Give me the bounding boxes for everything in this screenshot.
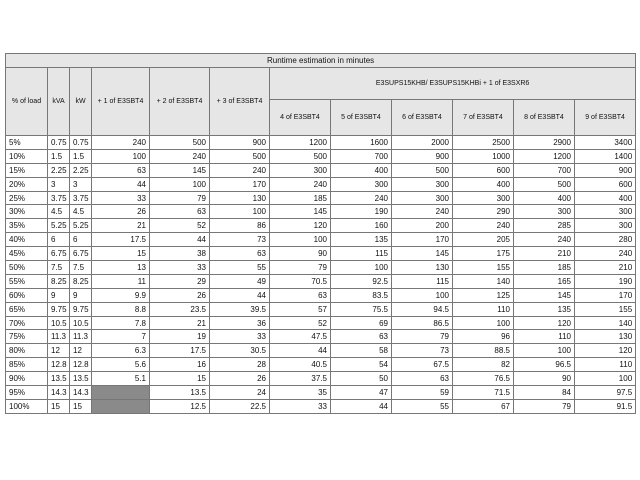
cell-runtime: 12.5 bbox=[150, 399, 210, 413]
header-sub-9: 9 of E3SBT4 bbox=[575, 100, 636, 136]
cell-load: 90% bbox=[6, 372, 48, 386]
table-body bbox=[6, 136, 636, 414]
cell-runtime: 63 bbox=[92, 163, 150, 177]
cell-runtime: 400 bbox=[331, 163, 392, 177]
cell-runtime: 44 bbox=[150, 233, 210, 247]
table-row bbox=[6, 274, 636, 288]
table-row bbox=[6, 344, 636, 358]
cell-load: 55% bbox=[6, 274, 48, 288]
cell-runtime: 100 bbox=[150, 177, 210, 191]
cell-runtime: 130 bbox=[575, 330, 636, 344]
header-kva: kVA bbox=[48, 68, 70, 136]
cell-runtime: 7.8 bbox=[92, 316, 150, 330]
cell-runtime: 91.5 bbox=[575, 399, 636, 413]
cell-runtime: 6.3 bbox=[92, 344, 150, 358]
cell-runtime: 16 bbox=[150, 358, 210, 372]
cell-runtime: 140 bbox=[575, 316, 636, 330]
cell-kw: 6.75 bbox=[70, 247, 92, 261]
cell-runtime: 58 bbox=[331, 344, 392, 358]
cell-runtime: 3400 bbox=[575, 136, 636, 150]
cell-runtime: 33 bbox=[150, 261, 210, 275]
header-sub-6: 6 of E3SBT4 bbox=[392, 100, 453, 136]
cell-kw: 7.5 bbox=[70, 261, 92, 275]
cell-runtime: 90 bbox=[514, 372, 575, 386]
cell-runtime: 145 bbox=[514, 288, 575, 302]
cell-runtime: 44 bbox=[210, 288, 270, 302]
cell-load: 50% bbox=[6, 261, 48, 275]
cell-runtime: 900 bbox=[575, 163, 636, 177]
cell-runtime: 300 bbox=[392, 191, 453, 205]
cell-runtime: 57 bbox=[270, 302, 331, 316]
header-three-battery: + 3 of E3SBT4 bbox=[210, 68, 270, 136]
table-row bbox=[6, 358, 636, 372]
cell-runtime: 86 bbox=[210, 219, 270, 233]
cell-kva: 3 bbox=[48, 177, 70, 191]
cell-runtime: 63 bbox=[150, 205, 210, 219]
cell-kva: 12 bbox=[48, 344, 70, 358]
cell-load: 40% bbox=[6, 233, 48, 247]
cell-runtime: 67 bbox=[453, 399, 514, 413]
cell-runtime: 290 bbox=[453, 205, 514, 219]
cell-runtime: 185 bbox=[514, 261, 575, 275]
cell-runtime: 82 bbox=[453, 358, 514, 372]
cell-runtime: 165 bbox=[514, 274, 575, 288]
cell-runtime: 145 bbox=[150, 163, 210, 177]
cell-runtime: 100 bbox=[392, 288, 453, 302]
cell-runtime: 11 bbox=[92, 274, 150, 288]
cell-kva: 3.75 bbox=[48, 191, 70, 205]
cell-runtime: 120 bbox=[270, 219, 331, 233]
cell-runtime: 240 bbox=[514, 233, 575, 247]
table-row bbox=[6, 191, 636, 205]
cell-runtime: 44 bbox=[331, 399, 392, 413]
cell-runtime: 175 bbox=[453, 247, 514, 261]
cell-runtime: 35 bbox=[270, 386, 331, 400]
cell-runtime: 140 bbox=[453, 274, 514, 288]
cell-runtime: 700 bbox=[331, 149, 392, 163]
cell-kw: 14.3 bbox=[70, 386, 92, 400]
cell-runtime: 83.5 bbox=[331, 288, 392, 302]
cell-kva: 12.8 bbox=[48, 358, 70, 372]
cell-load: 85% bbox=[6, 358, 48, 372]
cell-runtime: 100 bbox=[270, 233, 331, 247]
cell-runtime: 240 bbox=[92, 136, 150, 150]
cell-runtime: 300 bbox=[575, 205, 636, 219]
table-row bbox=[6, 233, 636, 247]
cell-runtime: 240 bbox=[210, 163, 270, 177]
cell-runtime: 13 bbox=[92, 261, 150, 275]
cell-load: 20% bbox=[6, 177, 48, 191]
cell-runtime: 73 bbox=[210, 233, 270, 247]
header-sub-8: 8 of E3SBT4 bbox=[514, 100, 575, 136]
cell-runtime: 70.5 bbox=[270, 274, 331, 288]
cell-load: 45% bbox=[6, 247, 48, 261]
table-row bbox=[6, 247, 636, 261]
cell-runtime: 300 bbox=[575, 219, 636, 233]
cell-runtime: 155 bbox=[575, 302, 636, 316]
cell-runtime: 285 bbox=[514, 219, 575, 233]
cell-kva: 6 bbox=[48, 233, 70, 247]
cell-load: 15% bbox=[6, 163, 48, 177]
runtime-table bbox=[5, 53, 636, 414]
cell-runtime: 600 bbox=[575, 177, 636, 191]
cell-kw: 2.25 bbox=[70, 163, 92, 177]
cell-kva: 7.5 bbox=[48, 261, 70, 275]
header-sub-7: 7 of E3SBT4 bbox=[453, 100, 514, 136]
cell-runtime: 92.5 bbox=[331, 274, 392, 288]
cell-runtime: 79 bbox=[514, 399, 575, 413]
table-row bbox=[6, 136, 636, 150]
cell-kw: 12.8 bbox=[70, 358, 92, 372]
cell-runtime: 190 bbox=[575, 274, 636, 288]
table-row bbox=[6, 386, 636, 400]
cell-runtime: 1000 bbox=[453, 149, 514, 163]
cell-runtime: 33 bbox=[270, 399, 331, 413]
cell-runtime: 110 bbox=[453, 302, 514, 316]
cell-runtime: 115 bbox=[331, 247, 392, 261]
cell-kva: 14.3 bbox=[48, 386, 70, 400]
cell-runtime: 160 bbox=[331, 219, 392, 233]
cell-runtime: 26 bbox=[92, 205, 150, 219]
cell-runtime: 52 bbox=[270, 316, 331, 330]
cell-kw: 3.75 bbox=[70, 191, 92, 205]
cell-load: 65% bbox=[6, 302, 48, 316]
cell-runtime: 400 bbox=[453, 177, 514, 191]
cell-runtime: 185 bbox=[270, 191, 331, 205]
table-row bbox=[6, 177, 636, 191]
cell-runtime: 900 bbox=[392, 149, 453, 163]
cell-kva: 6.75 bbox=[48, 247, 70, 261]
cell-runtime: 63 bbox=[210, 247, 270, 261]
cell-runtime: 240 bbox=[331, 191, 392, 205]
cell-runtime: 130 bbox=[210, 191, 270, 205]
header-sub-4: 4 of E3SBT4 bbox=[270, 100, 331, 136]
cell-runtime: 170 bbox=[210, 177, 270, 191]
cell-runtime: 300 bbox=[270, 163, 331, 177]
cell-load: 60% bbox=[6, 288, 48, 302]
cell-kw: 11.3 bbox=[70, 330, 92, 344]
cell-runtime: 1600 bbox=[331, 136, 392, 150]
table-row bbox=[6, 399, 636, 413]
cell-runtime: 21 bbox=[92, 219, 150, 233]
cell-runtime: 500 bbox=[514, 177, 575, 191]
cell-runtime: 29 bbox=[150, 274, 210, 288]
cell-runtime: 135 bbox=[514, 302, 575, 316]
cell-load: 30% bbox=[6, 205, 48, 219]
cell-runtime: 71.5 bbox=[453, 386, 514, 400]
header-one-battery: + 1 of E3SBT4 bbox=[92, 68, 150, 136]
cell-kva: 5.25 bbox=[48, 219, 70, 233]
cell-runtime: 400 bbox=[575, 191, 636, 205]
table-row bbox=[6, 163, 636, 177]
cell-runtime: 33 bbox=[92, 191, 150, 205]
cell-runtime: 52 bbox=[150, 219, 210, 233]
cell-runtime: 1200 bbox=[514, 149, 575, 163]
cell-kva: 15 bbox=[48, 399, 70, 413]
cell-runtime: 2500 bbox=[453, 136, 514, 150]
cell-runtime: 26 bbox=[150, 288, 210, 302]
cell-runtime: 17.5 bbox=[150, 344, 210, 358]
cell-runtime: 86.5 bbox=[392, 316, 453, 330]
cell-runtime: 76.5 bbox=[453, 372, 514, 386]
table-row bbox=[6, 302, 636, 316]
cell-runtime: 15 bbox=[150, 372, 210, 386]
cell-load: 10% bbox=[6, 149, 48, 163]
cell-kva: 10.5 bbox=[48, 316, 70, 330]
cell-kva: 11.3 bbox=[48, 330, 70, 344]
cell-runtime: 300 bbox=[331, 177, 392, 191]
cell-runtime: 23.5 bbox=[150, 302, 210, 316]
cell-runtime: 100 bbox=[331, 261, 392, 275]
cell-kva: 8.25 bbox=[48, 274, 70, 288]
cell-runtime: 125 bbox=[453, 288, 514, 302]
header-two-battery: + 2 of E3SBT4 bbox=[150, 68, 210, 136]
header-sub-5: 5 of E3SBT4 bbox=[331, 100, 392, 136]
cell-kva: 9 bbox=[48, 288, 70, 302]
cell-runtime: 37.5 bbox=[270, 372, 331, 386]
cell-runtime: 40.5 bbox=[270, 358, 331, 372]
cell-runtime: 24 bbox=[210, 386, 270, 400]
cell-runtime: 17.5 bbox=[92, 233, 150, 247]
cell-runtime: 900 bbox=[210, 136, 270, 150]
cell-load: 75% bbox=[6, 330, 48, 344]
cell-runtime: 2000 bbox=[392, 136, 453, 150]
cell-kw: 5.25 bbox=[70, 219, 92, 233]
cell-runtime: 145 bbox=[270, 205, 331, 219]
cell-runtime: 96.5 bbox=[514, 358, 575, 372]
cell-runtime: 300 bbox=[392, 177, 453, 191]
cell-runtime: 33 bbox=[210, 330, 270, 344]
cell-runtime: 79 bbox=[150, 191, 210, 205]
cell-runtime: 500 bbox=[150, 136, 210, 150]
cell-unavailable bbox=[92, 399, 150, 413]
table-row bbox=[6, 261, 636, 275]
cell-runtime: 79 bbox=[270, 261, 331, 275]
cell-kva: 9.75 bbox=[48, 302, 70, 316]
header-row-top bbox=[6, 68, 636, 100]
cell-load: 100% bbox=[6, 399, 48, 413]
cell-runtime: 170 bbox=[575, 288, 636, 302]
table-row bbox=[6, 288, 636, 302]
cell-runtime: 100 bbox=[210, 205, 270, 219]
cell-runtime: 88.5 bbox=[453, 344, 514, 358]
cell-runtime: 15 bbox=[92, 247, 150, 261]
cell-runtime: 110 bbox=[575, 358, 636, 372]
cell-runtime: 145 bbox=[392, 247, 453, 261]
cell-runtime: 1400 bbox=[575, 149, 636, 163]
cell-runtime: 120 bbox=[575, 344, 636, 358]
cell-runtime: 5.1 bbox=[92, 372, 150, 386]
cell-runtime: 36 bbox=[210, 316, 270, 330]
cell-runtime: 63 bbox=[392, 372, 453, 386]
cell-runtime: 240 bbox=[270, 177, 331, 191]
cell-runtime: 100 bbox=[514, 344, 575, 358]
cell-runtime: 210 bbox=[575, 261, 636, 275]
cell-kva: 2.25 bbox=[48, 163, 70, 177]
cell-runtime: 19 bbox=[150, 330, 210, 344]
cell-runtime: 170 bbox=[392, 233, 453, 247]
title-row bbox=[6, 54, 636, 68]
cell-runtime: 30.5 bbox=[210, 344, 270, 358]
cell-load: 25% bbox=[6, 191, 48, 205]
cell-kw: 15 bbox=[70, 399, 92, 413]
header-group: E3SUPS15KHB/ E3SUPS15KHBi + 1 of E3SXR6 bbox=[270, 68, 636, 100]
cell-kw: 1.5 bbox=[70, 149, 92, 163]
cell-runtime: 39.5 bbox=[210, 302, 270, 316]
cell-runtime: 115 bbox=[392, 274, 453, 288]
cell-runtime: 5.6 bbox=[92, 358, 150, 372]
cell-runtime: 100 bbox=[92, 149, 150, 163]
cell-runtime: 210 bbox=[514, 247, 575, 261]
cell-load: 5% bbox=[6, 136, 48, 150]
table-row bbox=[6, 372, 636, 386]
cell-runtime: 9.9 bbox=[92, 288, 150, 302]
cell-runtime: 400 bbox=[514, 191, 575, 205]
cell-kw: 4.5 bbox=[70, 205, 92, 219]
cell-kw: 8.25 bbox=[70, 274, 92, 288]
cell-runtime: 28 bbox=[210, 358, 270, 372]
cell-kva: 0.75 bbox=[48, 136, 70, 150]
cell-runtime: 190 bbox=[331, 205, 392, 219]
cell-kw: 0.75 bbox=[70, 136, 92, 150]
cell-runtime: 44 bbox=[270, 344, 331, 358]
cell-runtime: 55 bbox=[210, 261, 270, 275]
cell-runtime: 44 bbox=[92, 177, 150, 191]
cell-runtime: 240 bbox=[150, 149, 210, 163]
header-load: % of load bbox=[6, 68, 48, 136]
cell-kw: 13.5 bbox=[70, 372, 92, 386]
cell-runtime: 26 bbox=[210, 372, 270, 386]
cell-kw: 9 bbox=[70, 288, 92, 302]
cell-kva: 4.5 bbox=[48, 205, 70, 219]
cell-load: 35% bbox=[6, 219, 48, 233]
cell-runtime: 75.5 bbox=[331, 302, 392, 316]
cell-runtime: 73 bbox=[392, 344, 453, 358]
cell-runtime: 200 bbox=[392, 219, 453, 233]
cell-runtime: 100 bbox=[575, 372, 636, 386]
cell-kw: 10.5 bbox=[70, 316, 92, 330]
cell-runtime: 600 bbox=[453, 163, 514, 177]
cell-runtime: 1200 bbox=[270, 136, 331, 150]
cell-runtime: 13.5 bbox=[150, 386, 210, 400]
cell-kw: 6 bbox=[70, 233, 92, 247]
cell-runtime: 47 bbox=[331, 386, 392, 400]
cell-runtime: 55 bbox=[392, 399, 453, 413]
cell-runtime: 2900 bbox=[514, 136, 575, 150]
cell-runtime: 8.8 bbox=[92, 302, 150, 316]
cell-load: 80% bbox=[6, 344, 48, 358]
header-kw: kW bbox=[70, 68, 92, 136]
table-row bbox=[6, 149, 636, 163]
cell-runtime: 84 bbox=[514, 386, 575, 400]
cell-runtime: 100 bbox=[453, 316, 514, 330]
cell-runtime: 130 bbox=[392, 261, 453, 275]
cell-runtime: 38 bbox=[150, 247, 210, 261]
cell-runtime: 240 bbox=[392, 205, 453, 219]
cell-runtime: 21 bbox=[150, 316, 210, 330]
cell-runtime: 69 bbox=[331, 316, 392, 330]
cell-kw: 3 bbox=[70, 177, 92, 191]
cell-load: 95% bbox=[6, 386, 48, 400]
cell-runtime: 300 bbox=[453, 191, 514, 205]
cell-runtime: 155 bbox=[453, 261, 514, 275]
cell-runtime: 500 bbox=[270, 149, 331, 163]
cell-runtime: 22.5 bbox=[210, 399, 270, 413]
cell-runtime: 135 bbox=[331, 233, 392, 247]
table-row bbox=[6, 205, 636, 219]
table-row bbox=[6, 316, 636, 330]
cell-kva: 1.5 bbox=[48, 149, 70, 163]
cell-runtime: 63 bbox=[331, 330, 392, 344]
cell-runtime: 300 bbox=[514, 205, 575, 219]
cell-runtime: 59 bbox=[392, 386, 453, 400]
cell-runtime: 54 bbox=[331, 358, 392, 372]
cell-runtime: 49 bbox=[210, 274, 270, 288]
cell-runtime: 63 bbox=[270, 288, 331, 302]
cell-runtime: 205 bbox=[453, 233, 514, 247]
cell-kw: 12 bbox=[70, 344, 92, 358]
cell-runtime: 79 bbox=[392, 330, 453, 344]
cell-runtime: 7 bbox=[92, 330, 150, 344]
table-row bbox=[6, 219, 636, 233]
cell-unavailable bbox=[92, 386, 150, 400]
cell-runtime: 90 bbox=[270, 247, 331, 261]
cell-runtime: 240 bbox=[453, 219, 514, 233]
cell-runtime: 50 bbox=[331, 372, 392, 386]
cell-runtime: 110 bbox=[514, 330, 575, 344]
cell-load: 70% bbox=[6, 316, 48, 330]
cell-runtime: 47.5 bbox=[270, 330, 331, 344]
cell-runtime: 500 bbox=[210, 149, 270, 163]
cell-runtime: 240 bbox=[575, 247, 636, 261]
cell-kw: 9.75 bbox=[70, 302, 92, 316]
table-title: Runtime estimation in minutes bbox=[6, 54, 636, 68]
cell-runtime: 500 bbox=[392, 163, 453, 177]
runtime-table-container bbox=[5, 53, 635, 414]
cell-runtime: 97.5 bbox=[575, 386, 636, 400]
cell-kva: 13.5 bbox=[48, 372, 70, 386]
cell-runtime: 700 bbox=[514, 163, 575, 177]
cell-runtime: 96 bbox=[453, 330, 514, 344]
cell-runtime: 280 bbox=[575, 233, 636, 247]
table-row bbox=[6, 330, 636, 344]
cell-runtime: 67.5 bbox=[392, 358, 453, 372]
cell-runtime: 120 bbox=[514, 316, 575, 330]
cell-runtime: 94.5 bbox=[392, 302, 453, 316]
